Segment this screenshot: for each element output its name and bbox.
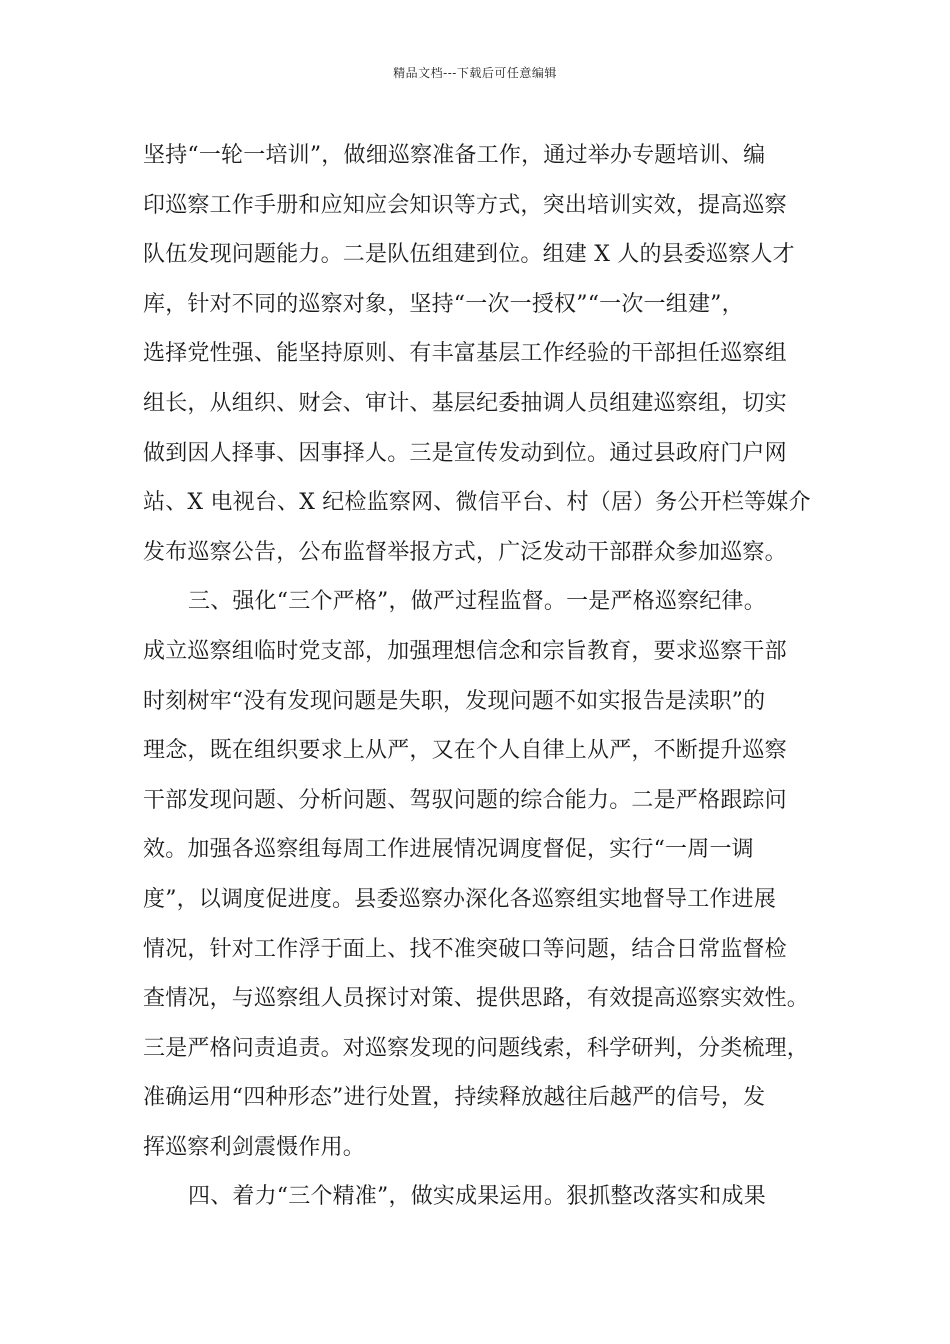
section-heading-line: 三、强化“三个严格”，做严过程监督。一是严格巡察纪律。	[188, 589, 766, 615]
text-line: 选择党性强、能坚持原则、有丰富基层工作经验的干部担任巡察组	[143, 341, 787, 367]
text-line: 查情况，与巡察组人员探讨对策、提供思路，有效提高巡察实效性。	[143, 986, 810, 1012]
text-line: 队伍发现问题能力。二是队伍组建到位。组建 X 人的县委巡察人才	[143, 242, 795, 268]
document-body	[143, 131, 833, 1222]
text-line: 印巡察工作手册和应知应会知识等方式，突出培训实效，提高巡察	[143, 192, 787, 218]
text-line: 坚持“一轮一培训”，做细巡察准备工作，通过举办专题培训、编	[143, 143, 766, 168]
text-line: 发布巡察公告，公布监督举报方式，广泛发动干部群众参加巡察。	[143, 539, 787, 565]
section-heading-line: 四、着力“三个精准”，做实成果运用。狠抓整改落实和成果	[188, 1184, 766, 1210]
text-line: 理念，既在组织要求上从严，又在个人自律上从严，不断提升巡察	[143, 738, 787, 764]
text-line: 库，针对不同的巡察对象，坚持“一次一授权”“一次一组建”，	[143, 291, 744, 317]
text-line: 度”，以调度促进度。县委巡察办深化各巡察组实地督导工作进展	[143, 886, 777, 912]
text-line: 站、X 电视台、X 纪检监察网、微信平台、村（居）务公开栏等媒介	[143, 490, 811, 516]
text-line: 干部发现问题、分析问题、驾驭问题的综合能力。二是严格跟踪问	[143, 787, 787, 813]
text-line: 效。加强各巡察组每周工作进展情况调度督促，实行“一周一调	[143, 837, 754, 863]
text-line: 成立巡察组临时党支部，加强理想信念和宗旨教育，要求巡察干部	[143, 638, 787, 664]
text-line: 挥巡察利剑震慑作用。	[143, 1134, 366, 1160]
text-line: 时刻树牢“没有发现问题是失职，发现问题不如实报告是渎职”的	[143, 688, 766, 714]
text-line: 做到因人择事、因事择人。三是宣传发动到位。通过县政府门户网	[143, 440, 787, 466]
page-header: 精品文档---下载后可任意编辑	[393, 66, 557, 80]
text-line: 准确运用“四种形态”进行处置，持续释放越往后越严的信号，发	[143, 1085, 766, 1111]
text-line: 三是严格问责追责。对巡察发现的问题线索，科学研判，分类梳理，	[143, 1035, 810, 1061]
text-line: 组长，从组织、财会、审计、基层纪委抽调人员组建巡察组，切实	[143, 390, 787, 416]
text-line: 情况，针对工作浮于面上、找不准突破口等问题，结合日常监督检	[143, 936, 787, 962]
